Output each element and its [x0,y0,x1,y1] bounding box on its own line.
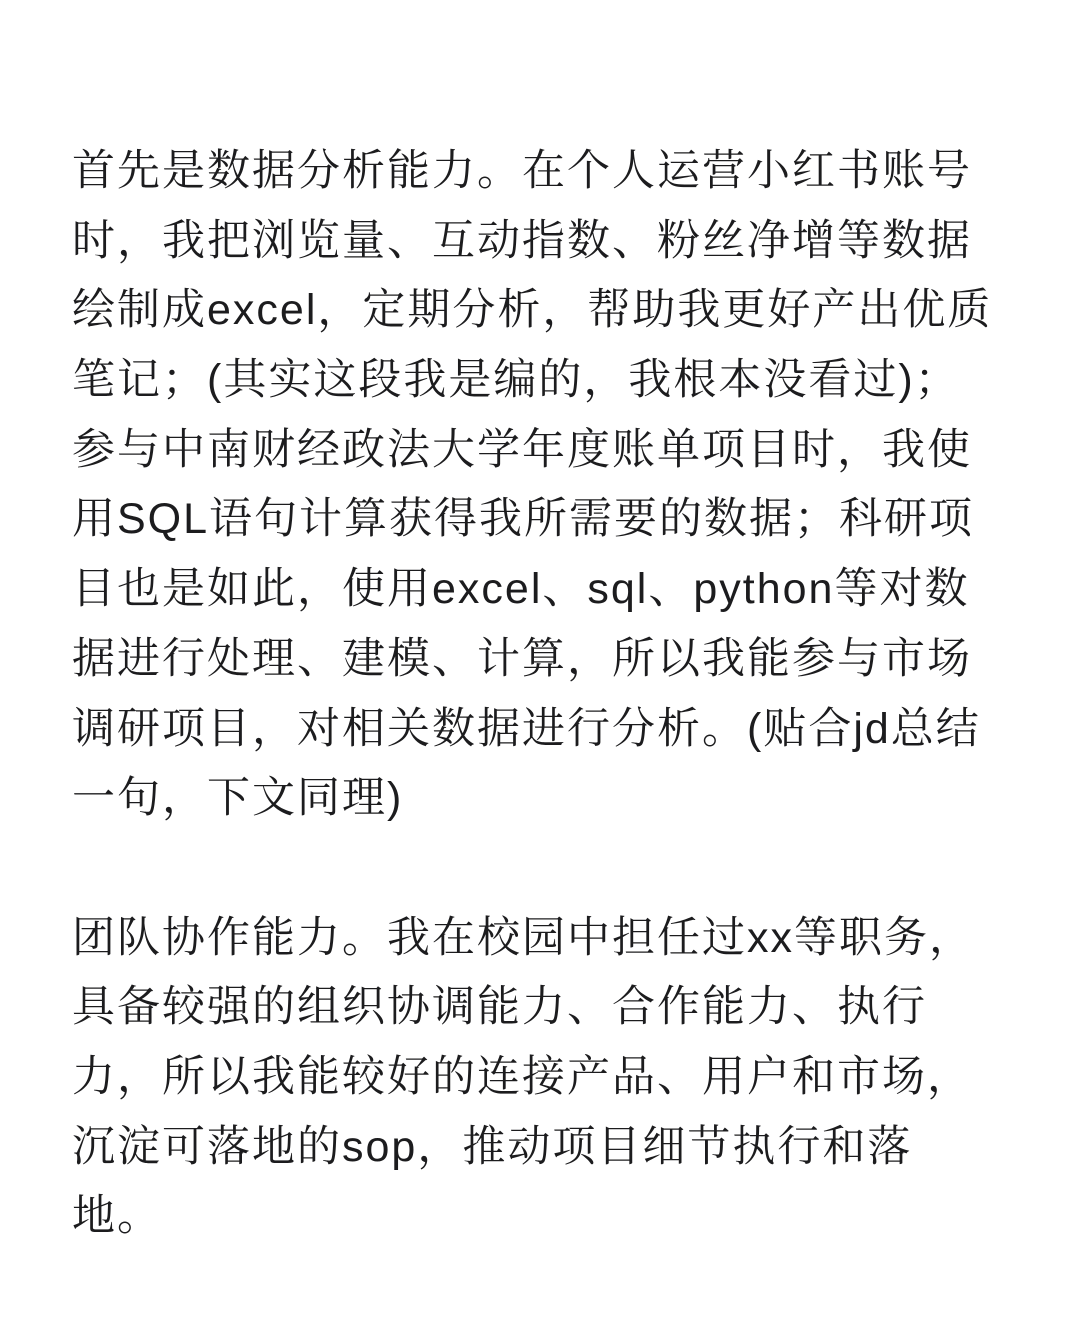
text-line: 时，我把浏览量、互动指数、粉丝净增等数据 [72,216,972,265]
text-line: 用SQL语句计算获得我所需要的数据；科研项 [72,495,975,544]
paragraph-teamwork [72,904,1062,1252]
note-body [72,137,1062,1252]
text-line: 沉淀可落地的sop，推动项目细节执行和落 [72,1122,913,1171]
text-line: 调研项目，对相关数据进行分析。(贴合jd总结 [72,704,981,753]
text-line: 参与中南财经政法大学年度账单项目时，我使 [72,425,972,474]
text-line: 具备较强的组织协调能力、合作能力、执行 [72,983,927,1032]
text-line: 首先是数据分析能力。在个人运营小红书账号 [72,147,972,195]
text-line: 笔记；(其实这段我是编的，我根本没看过)； [72,356,960,405]
text-line: 据进行处理、建模、计算，所以我能参与市场 [72,634,972,683]
text-line: 目也是如此，使用excel、sql、python等对数 [72,565,970,614]
text-line: 一句，下文同理) [72,774,404,823]
text-line: 力，所以我能较好的连接产品、用户和市场， [72,1052,972,1101]
text-line: 绘制成excel，定期分析，帮助我更好产出优质 [72,286,993,335]
text-line: 地。 [72,1192,162,1241]
paragraph-data-analysis [72,137,1062,834]
text-line: 团队协作能力。我在校园中担任过xx等职务， [72,913,974,962]
